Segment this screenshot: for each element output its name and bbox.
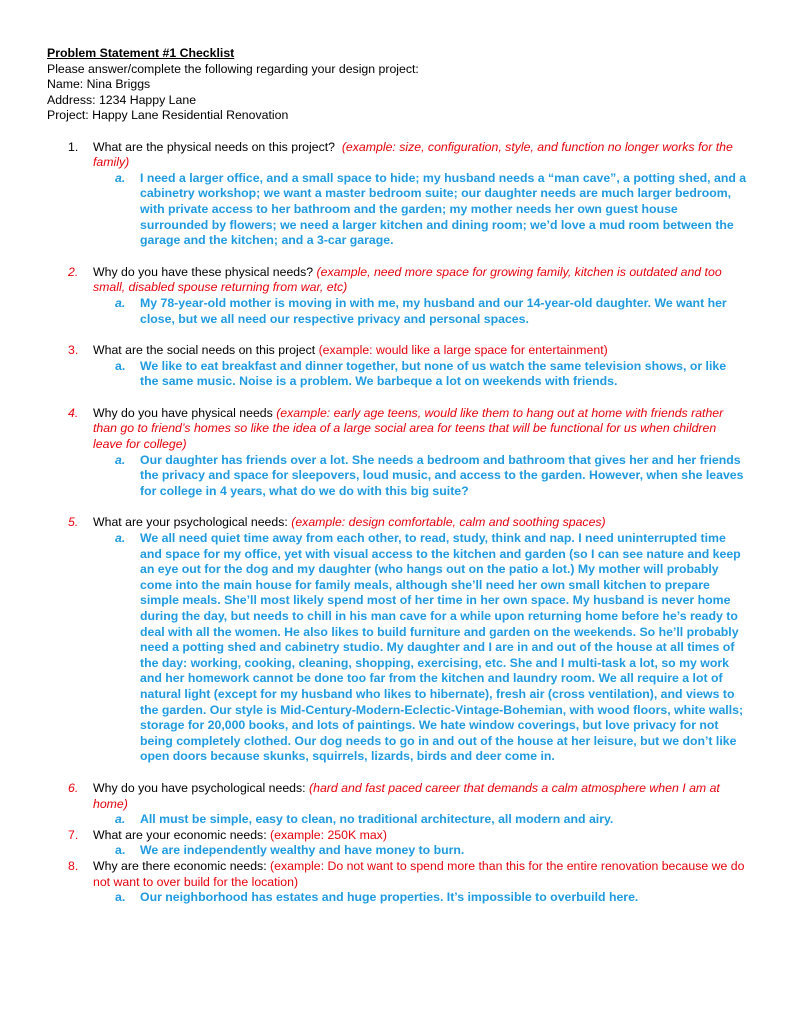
question-5 — [47, 515, 747, 531]
question-number: 3. — [68, 343, 79, 358]
answer-letter: a. — [115, 531, 126, 546]
answer-text: We all need quiet time away from each other, to read, study, think and nap. I need uninterrupted time and space for my office, yet with visual access to the kitchen and garden (so I can see nature and keep an eye out for the dog and my daughter (who hangs out on the patio a lot.) My mother will probably come into the main house for family meals, although she’ll need her own small kitchen to prepare simple meals. She’ll most likely spend most of her time in her own space. My husband is never home during the day, but needs to chill in his man cave for a while upon returning home before he’s ready to deal with all the women. He also likes to build furniture and garden on the weekends. So he’ll probably need a potting shed and cabinetry studio. My daughter and I are in and out of the house at all times of the day: working, cooking, cleaning, shopping, exercising, etc. She and I multi-task a lot, so my work and her homework cannot be done too far from the kitchen and laundry room. We all require a lot of natural light (except for my husband who likes to hibernate), fresh air (cross ventilation), and views to the garden. Our style is Mid-Century-Modern-Eclectic-Vintage-Bohemian, with wood floors, white walls; storage for 20,000 books, and lots of paintings. We hate window coverings, but love privacy for not being completely clothed. Our dog needs to go in and out of the house at her leisure, but we don’t like open doors because skunks, squirrels, lizards, birds and deer come in. — [140, 531, 744, 764]
answer-text: We are independently wealthy and have money to burn. — [140, 843, 465, 858]
question-text: Why do you have physical needs — [93, 405, 273, 420]
answer-5 — [47, 531, 747, 765]
spacer — [47, 124, 747, 140]
spacer — [47, 765, 747, 781]
answer-text: Our daughter has friends over a lot. She needs a bedroom and bathroom that gives her and her friends the privacy and space for sleepovers, loud music, and access to the garden. However, when she leaves for college in 4 years, what do we do with this big suite? — [140, 452, 744, 498]
question-text: Why are there economic needs: — [93, 858, 267, 873]
question-number: 5. — [68, 515, 79, 530]
question-text: Why do you have psychological needs: — [93, 780, 306, 795]
question-example: (example: design comfortable, calm and soothing spaces) — [291, 515, 606, 530]
spacer — [47, 390, 747, 406]
question-3 — [47, 343, 747, 359]
answer-text: I need a larger office, and a small space to hide; my husband needs a “man cave”, a potting shed, and a cabinetry workshop; we want a master bedroom suite; our daughter needs are much larger bedroom, with private access to her bathroom and the garden; my mother needs her own guest house surrounded by flowers; we need a larger kitchen and dining room; we’d love a mud room between the garage and the kitchen; and a 3-car garage. — [140, 170, 747, 248]
question-text: What are your psychological needs: — [93, 515, 288, 530]
answer-1 — [47, 171, 747, 249]
answer-2 — [47, 296, 747, 327]
question-number: 6. — [68, 780, 79, 795]
question-1 — [47, 140, 747, 171]
answer-3 — [47, 359, 747, 390]
client-address: Address: 1234 Happy Lane — [47, 92, 197, 107]
spacer — [47, 499, 747, 515]
answer-4 — [47, 453, 747, 500]
answer-text: We like to eat breakfast and dinner together, but none of us watch the same television shows, or like the same music. Noise is a problem. We barbeque a lot on weekends with friends. — [140, 358, 727, 389]
answer-letter: a. — [115, 452, 126, 467]
question-7 — [47, 828, 747, 844]
question-example: (example: 250K max) — [270, 827, 387, 842]
question-text: What are the physical needs on this project? — [93, 139, 335, 154]
question-example: (example: size, configuration, style, and function no longer works for the family) — [93, 139, 733, 170]
intro-line: Please answer/complete the following regarding your design project: — [47, 61, 419, 76]
question-8 — [47, 859, 747, 890]
spacer — [47, 249, 747, 265]
question-text: What are the social needs on this project — [93, 343, 316, 358]
question-number: 2. — [68, 264, 79, 279]
question-2 — [47, 265, 747, 296]
answer-6 — [47, 812, 747, 828]
question-number: 1. — [68, 139, 79, 154]
question-number: 7. — [68, 827, 79, 842]
page-title: Problem Statement #1 Checklist — [47, 46, 235, 60]
answer-letter: a. — [115, 890, 126, 905]
question-4 — [47, 406, 747, 453]
question-text: Why do you have these physical needs? — [93, 264, 314, 279]
answer-text: All must be simple, easy to clean, no traditional architecture, all modern and airy. — [140, 812, 614, 827]
question-text: What are your economic needs: — [93, 827, 267, 842]
answer-letter: a. — [115, 295, 126, 310]
spacer — [47, 327, 747, 343]
question-number: 4. — [68, 405, 79, 420]
question-example: (example: early age teens, would like them to hang out at home with friends rather than go to friend’s homes so like the idea of a large social area for teens that will be functional for us when children leave for college) — [93, 405, 724, 452]
question-example: (example, need more space for growing family, kitchen is outdated and too small, disabled spouse returning from war, etc) — [93, 264, 722, 295]
answer-letter: a. — [115, 170, 126, 185]
answer-letter: a. — [115, 843, 126, 858]
answer-letter: a. — [115, 812, 126, 827]
project-name: Project: Happy Lane Residential Renovation — [47, 108, 289, 123]
question-example: (example: Do not want to spend more than this for the entire renovation because we do not want to over build for the location) — [93, 858, 745, 889]
question-number: 8. — [68, 858, 79, 873]
answer-letter: a. — [115, 358, 126, 373]
client-name: Name: Nina Briggs — [47, 77, 151, 92]
answer-8 — [47, 890, 747, 906]
document-page — [47, 46, 747, 906]
question-example: (hard and fast paced career that demands a calm atmosphere when I am at home) — [93, 780, 720, 811]
answer-text: Our neighborhood has estates and huge properties. It’s impossible to overbuild here. — [140, 890, 639, 905]
answer-7 — [47, 843, 747, 859]
question-example: (example: would like a large space for entertainment) — [318, 343, 608, 358]
question-6 — [47, 781, 747, 812]
answer-text: My 78-year-old mother is moving in with me, my husband and our 14-year-old daughter. We want her close, but we all need our respective privacy and personal spaces. — [140, 295, 727, 326]
